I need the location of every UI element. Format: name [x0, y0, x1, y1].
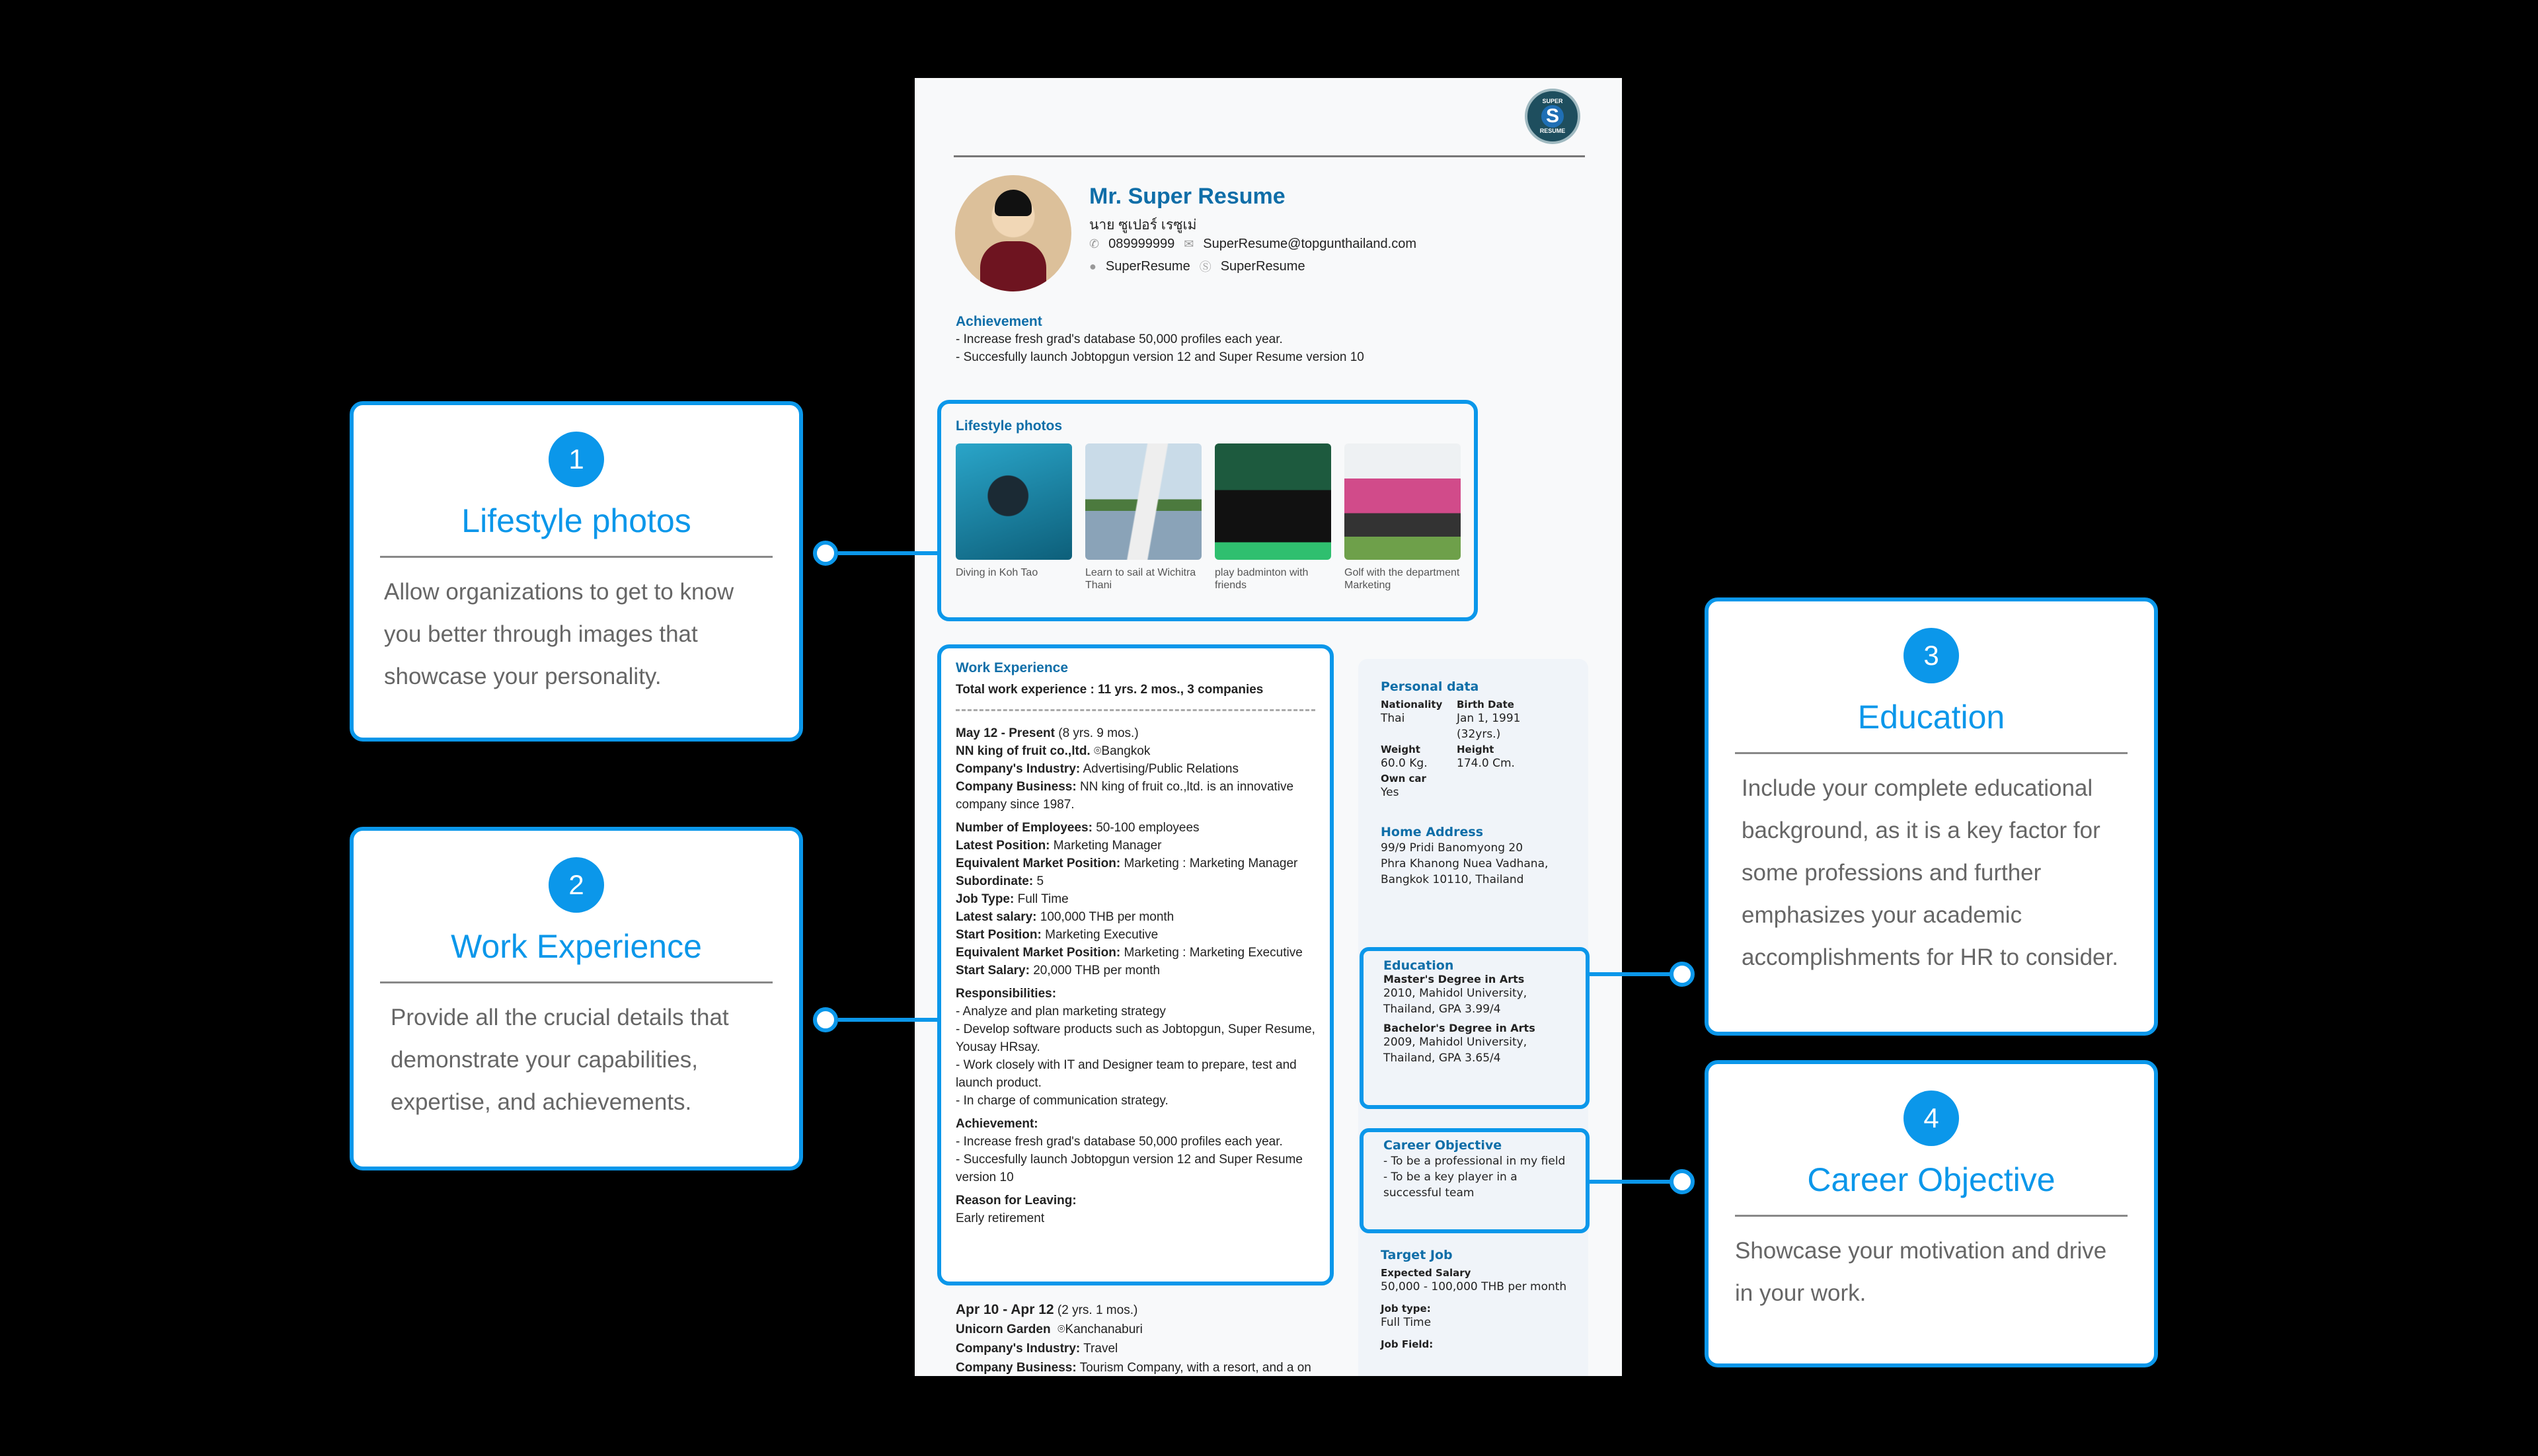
achievement-section	[956, 313, 1364, 366]
connector-dot	[1670, 1169, 1695, 1194]
job-duration: (8 yrs. 9 mos.)	[1058, 726, 1139, 740]
line-id: SuperResume	[1105, 258, 1190, 274]
callout-education	[1705, 597, 2158, 1036]
total-experience: Total work experience : 11 yrs. 2 mos., 3 companies	[956, 683, 1264, 697]
nationality: Thai	[1381, 712, 1405, 725]
callout-title: Lifestyle photos	[461, 502, 691, 539]
field-value: Travel	[1083, 1342, 1118, 1356]
responsibility-item: - Work closely with IT and Designer team to prepare, test and launch product.	[956, 1058, 1297, 1090]
callout-body: Allow organizations to get to know you better through images that showcase your personality.	[384, 579, 734, 689]
callout-title: Education	[1857, 699, 2005, 736]
work-experience-section	[937, 644, 1334, 1285]
line-icon: ●	[1089, 259, 1096, 273]
field-label: Equivalent Market Position:	[956, 857, 1121, 870]
achievement-title: Achievement	[956, 314, 1042, 329]
responsibility-item: - Analyze and plan marketing strategy	[956, 1005, 1166, 1018]
resume-page	[915, 78, 1622, 1376]
photo-card[interactable]	[1215, 443, 1331, 592]
career-objective-section	[1360, 1128, 1590, 1233]
field-value: 5	[1036, 874, 1044, 888]
field-row	[956, 926, 1315, 944]
photo-caption: Golf with the department Marketing	[1344, 567, 1460, 591]
degree-detail: 2009, Mahidol University, Thailand, GPA 3.65/4	[1383, 1036, 1527, 1065]
sailing-photo[interactable]	[1085, 443, 1202, 560]
own-car: Yes	[1381, 786, 1399, 799]
field-label: Company's Industry:	[956, 762, 1081, 776]
field-value: Tourism Company, with a resort, and a on	[1079, 1361, 1311, 1375]
field-value: NN king of fruit co.,ltd. is an innovative company since 1987.	[956, 780, 1294, 812]
height: 174.0 Cm.	[1457, 757, 1515, 770]
field-label: Equivalent Market Position:	[956, 946, 1121, 960]
field-value: 20,000 THB per month	[1033, 964, 1161, 977]
objective-item: - To be a professional in my field	[1383, 1155, 1566, 1168]
field-value: Full Time	[1017, 892, 1069, 906]
callout-career-objective	[1705, 1060, 2158, 1367]
career-title: Career Objective	[1383, 1138, 1502, 1153]
email[interactable]: SuperResume@topgunthailand.com	[1203, 237, 1417, 251]
step-number: 3	[1903, 628, 1959, 683]
photo-caption: Diving in Koh Tao	[956, 567, 1038, 578]
degree: Master's Degree in Arts	[1383, 973, 1525, 985]
achievement-item: - Succesfully launch Jobtopgun version 12 and Super Resume version 10	[956, 350, 1364, 364]
field-row	[956, 872, 1315, 890]
company-name: Unicorn Garden	[956, 1322, 1051, 1336]
skype-id: SuperResume	[1220, 258, 1305, 274]
header-divider	[954, 155, 1585, 157]
company-location: Kanchanaburi	[1065, 1322, 1143, 1336]
field-label: Company's Industry:	[956, 1342, 1081, 1356]
field-label: Job type:	[1381, 1303, 1431, 1315]
address-line: Phra Khanong Nuea Vadhana,	[1381, 857, 1549, 870]
avatar	[955, 175, 1071, 291]
candidate-name-thai: นาย ซูเปอร์ เรซูเม่	[1089, 217, 1197, 233]
address-title: Home Address	[1381, 825, 1484, 839]
degree-detail: 2010, Mahidol University, Thailand, GPA 3.99/4	[1383, 987, 1527, 1016]
field-row	[956, 962, 1315, 979]
contact-row	[1089, 237, 1416, 252]
field-label: Number of Employees:	[956, 821, 1093, 835]
leaving-label: Reason for Leaving:	[956, 1194, 1077, 1207]
field-label: Start Position:	[956, 928, 1042, 942]
connector-line	[838, 1018, 939, 1022]
field-label: Birth Date	[1457, 699, 1514, 710]
field-value: Marketing : Marketing Executive	[1124, 946, 1303, 960]
location-pin-icon: ⌾	[1093, 744, 1102, 758]
photo-caption: play badminton with friends	[1215, 567, 1309, 591]
job-achievement-label: Achievement:	[956, 1117, 1038, 1131]
objective-item: - To be a key player in a successful team	[1383, 1170, 1518, 1200]
callout-work-experience	[350, 827, 803, 1170]
photo-card[interactable]	[1085, 443, 1202, 592]
field-label: Subordinate:	[956, 874, 1034, 888]
responsibility-item: - Develop software products such as Jobtopgun, Super Resume, Yousay HRsay.	[956, 1022, 1315, 1054]
degree: Bachelor's Degree in Arts	[1383, 1022, 1535, 1034]
connector-line	[838, 551, 939, 555]
step-number: 4	[1903, 1091, 1959, 1146]
field-label: Nationality	[1381, 699, 1443, 710]
field-label: Company Business:	[956, 780, 1077, 794]
phone-icon: ✆	[1089, 237, 1100, 250]
field-value: 100,000 THB per month	[1040, 910, 1174, 924]
address-line: 99/9 Pridi Banomyong 20	[1381, 841, 1523, 855]
field-value: Marketing : Marketing Manager	[1124, 857, 1298, 870]
company-name: NN king of fruit co.,ltd.	[956, 744, 1091, 758]
dashed-divider	[956, 709, 1315, 711]
address-line: Bangkok 10110, Thailand	[1381, 873, 1524, 886]
field-row	[956, 819, 1315, 837]
leaving-reason: Early retirement	[956, 1211, 1045, 1225]
field-label: Weight	[1381, 744, 1420, 755]
field-value: 50-100 employees	[1096, 821, 1200, 835]
expected-salary: 50,000 - 100,000 THB per month	[1381, 1280, 1567, 1293]
birth-date: Jan 1, 1991	[1457, 712, 1521, 725]
responsibilities-label: Responsibilities:	[956, 987, 1057, 1001]
field-label: Company Business:	[956, 1361, 1077, 1375]
connector-line	[1590, 972, 1682, 976]
field-value: Advertising/Public Relations	[1083, 762, 1239, 776]
social-row	[1089, 258, 1305, 275]
step-number: 1	[549, 432, 604, 487]
lifestyle-photos-section	[937, 400, 1478, 621]
job-type: Full Time	[1381, 1316, 1432, 1329]
field-label: Expected Salary	[1381, 1267, 1471, 1279]
diving-photo[interactable]	[956, 443, 1072, 560]
field-row	[956, 837, 1315, 855]
job-achievement-item: - Increase fresh grad's database 50,000 profiles each year.	[956, 1135, 1283, 1149]
connector-line	[1590, 1180, 1682, 1184]
connector-dot	[813, 1007, 838, 1032]
field-label: Start Salary:	[956, 964, 1030, 977]
target-title: Target Job	[1381, 1248, 1453, 1262]
job-period: May 12 - Present	[956, 726, 1055, 740]
callout-title: Career Objective	[1807, 1161, 2056, 1198]
job-period: Apr 10 - Apr 12	[956, 1302, 1054, 1317]
work-title: Work Experience	[956, 660, 1069, 675]
personal-title: Personal data	[1381, 679, 1479, 694]
education-section	[1360, 947, 1590, 1109]
weight: 60.0 Kg.	[1381, 757, 1428, 770]
callout-title: Work Experience	[451, 928, 702, 965]
super-resume-logo: SUPER S RESUME	[1525, 89, 1580, 144]
callout-body: Provide all the crucial details that demonstrate your capabilities, expertise, and achievements.	[391, 1005, 729, 1115]
callout-body: Include your complete educational background, as it is a key factor for some professions and further emphasizes your academic accomplishments for HR to consider.	[1742, 775, 2118, 970]
job-achievement-item: - Succesfully launch Jobtopgun version 12 and Super Resume version 10	[956, 1153, 1303, 1184]
achievement-item: - Increase fresh grad's database 50,000 profiles each year.	[956, 332, 1283, 346]
work-column	[937, 644, 1334, 1376]
badminton-photo[interactable]	[1215, 443, 1331, 560]
education-title: Education	[1383, 958, 1454, 973]
job-entry-2	[937, 1300, 1334, 1376]
photo-card[interactable]	[1344, 443, 1461, 592]
connector-dot	[1670, 962, 1695, 987]
job-duration: (2 yrs. 1 mos.)	[1057, 1303, 1138, 1317]
responsibility-item: - In charge of communication strategy.	[956, 1094, 1169, 1108]
location-pin-icon: ⌾	[1058, 1322, 1065, 1336]
field-value: Marketing Manager	[1053, 839, 1162, 853]
connector-dot	[813, 541, 838, 566]
phone: 089999999	[1108, 237, 1175, 251]
email-icon: ✉	[1184, 237, 1194, 250]
callout-body: Showcase your motivation and drive in your work.	[1735, 1238, 2107, 1306]
field-row	[956, 890, 1315, 908]
field-row	[956, 908, 1315, 926]
photo-card[interactable]	[956, 443, 1072, 592]
skype-icon: Ⓢ	[1199, 260, 1211, 274]
field-label: Job Type:	[956, 892, 1015, 906]
callout-lifestyle-photos	[350, 401, 803, 742]
field-row	[956, 855, 1315, 872]
company-location: Bangkok	[1101, 744, 1151, 758]
field-label: Height	[1457, 744, 1494, 755]
field-label: Own car	[1381, 773, 1426, 785]
field-value: Marketing Executive	[1045, 928, 1159, 942]
field-label: Latest Position:	[956, 839, 1050, 853]
field-row	[956, 944, 1315, 962]
lifestyle-title: Lifestyle photos	[956, 418, 1063, 434]
step-number: 2	[549, 857, 604, 913]
photo-caption: Learn to sail at Wichitra Thani	[1085, 567, 1196, 591]
field-label: Latest salary:	[956, 910, 1037, 924]
candidate-name: Mr. Super Resume	[1089, 184, 1286, 209]
field-label: Job Field:	[1381, 1338, 1434, 1350]
age: (32yrs.)	[1457, 728, 1501, 741]
golf-photo[interactable]	[1344, 443, 1461, 560]
